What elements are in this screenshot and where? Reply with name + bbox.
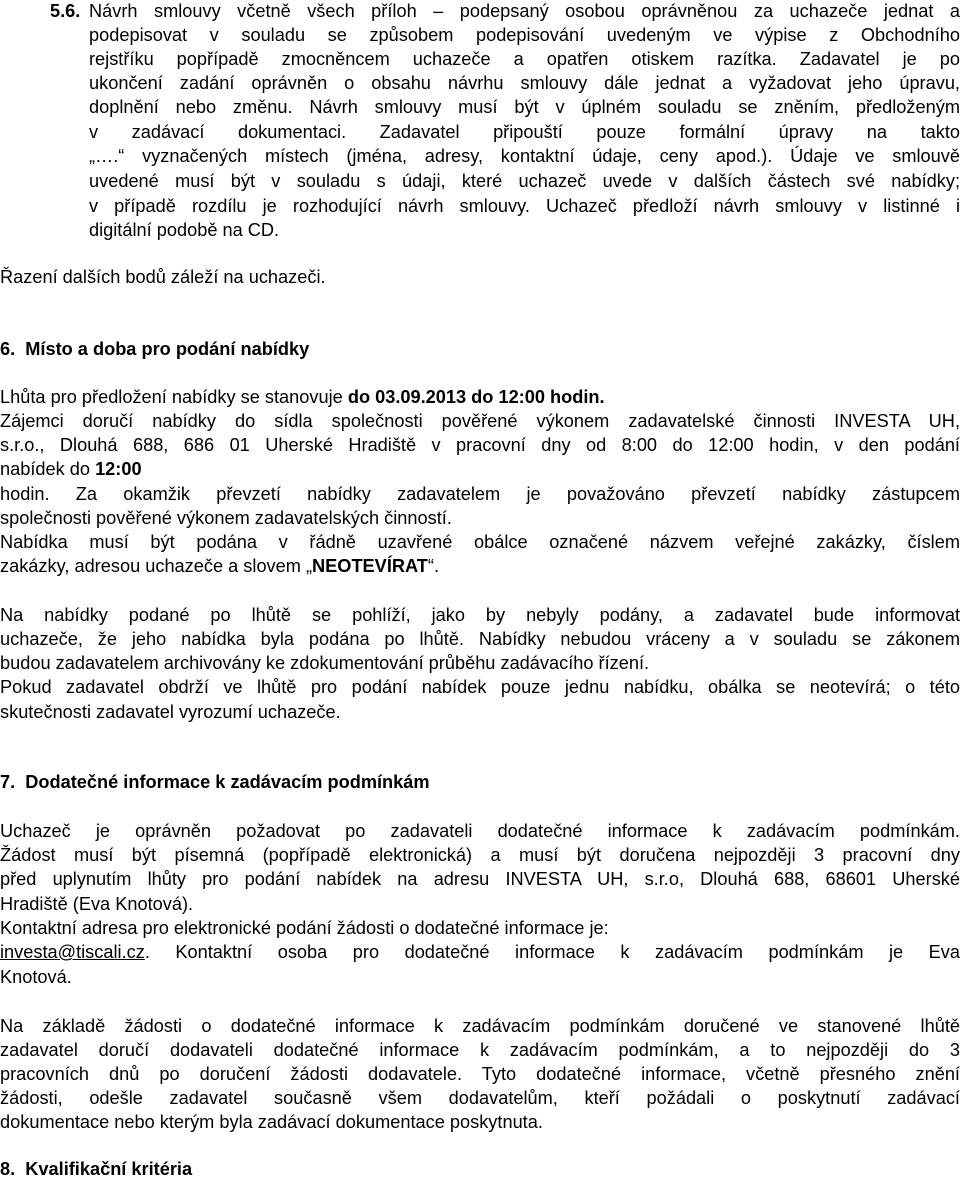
submit-line <box>0 458 960 480</box>
paragraph-line: zadavatel doručí dodavateli dodatečné informace k zadávacím podmínkám, a to nejpozději do 3 <box>0 1040 960 1060</box>
envelope-line <box>0 555 960 577</box>
submit-prefix: nabídek do <box>0 459 96 479</box>
paragraph-line: Zájemci doručí nabídky do sídla společnosti pověřené výkonem zadavatelské činnosti INVESTA UH, <box>0 411 960 431</box>
section-7-heading: 7. Dodatečné informace k zadávacím podmínkám <box>0 772 430 792</box>
paragraph-line: budou zadavatelem archivovány ke zdokumentování průběhu zadávacího řízení. <box>0 653 650 673</box>
paragraph-line: Knotová. <box>0 967 72 987</box>
paragraph-line: Uchazeč je oprávněn požadovat po zadavateli dodatečné informace k zadávacím podmínkám. <box>0 821 960 841</box>
email-link[interactable]: investa@tiscali.cz <box>0 942 145 962</box>
paragraph-line: před uplynutím lhůty pro podání nabídek na adresu INVESTA UH, s.r.o, Dlouhá 688, 68601 Uherské <box>0 869 960 889</box>
paragraph-line: ukončení zadání oprávněn o obsahu návrhu smlouvy dále jednat a vyžadovat jeho úpravu, <box>89 73 960 93</box>
paragraph-line: Hradiště (Eva Knotová). <box>0 894 194 914</box>
section-number-5-6: 5.6. <box>50 1 81 21</box>
paragraph-line: uvedené musí být v souladu s údaji, které uchazeč uvede v dalších částech své nabídky; <box>89 171 960 191</box>
paragraph-line: Pokud zadavatel obdrží ve lhůtě pro podání nabídek pouze jednu nabídku, obálka se neotevírá; o této <box>0 677 960 697</box>
paragraph-line: Nabídka musí být podána v řádně uzavřené obálce označené názvem veřejné zakázky, číslem <box>0 532 960 552</box>
submit-time: 12:00 <box>95 459 142 479</box>
deadline-value: do 03.09.2013 do 12:00 hodin. <box>347 387 605 407</box>
paragraph-line: žádosti, odešle zadavatel současně všem dodavatelům, kteří požádali o poskytnutí zadávací <box>0 1088 960 1108</box>
paragraph-line: Na nabídky podané po lhůtě se pohlíží, jako by nebyly podány, a zadavatel bude informovat <box>0 605 960 625</box>
paragraph-line: uchazeče, že jeho nabídka byla podána po lhůtě. Nabídky nebudou vráceny a v souladu se zákonem <box>0 629 960 649</box>
paragraph-line: doplnění nebo změnu. Návrh smlouvy musí být v úplném souladu se zněním, předloženým <box>89 97 960 117</box>
paragraph-line: digitální podobě na CD. <box>89 220 280 240</box>
paragraph-line: Na základě žádosti o dodatečné informace k zadávacím podmínkám doručené ve stanovené lhůtě <box>0 1016 960 1036</box>
paragraph-line: rejstříku popřípadě zmocněncem uchazeče a opatřen otiskem razítka. Zadavatel je po <box>89 49 960 69</box>
paragraph-line: v zadávací dokumentaci. Zadavatel připouští pouze formální úpravy na takto <box>89 122 960 142</box>
paragraph-line: „….“ vyznačených místech (jména, adresy, kontaktní údaje, ceny apod.). Údaje ve smlouvě <box>89 146 960 166</box>
envelope-suffix: “. <box>427 556 440 576</box>
paragraph-line: Návrh smlouvy včetně všech příloh – podepsaný osobou oprávněnou za uchazeče jednat a <box>89 1 960 21</box>
paragraph-line: podepisovat v souladu se způsobem podepisování uvedeným ve výpise z Obchodního <box>89 25 960 45</box>
paragraph-line: v případě rozdílu je rozhodující návrh smlouvy. Uchazeč předloží návrh smlouvy v listinné i <box>89 196 960 216</box>
envelope-prefix: zakázky, adresou uchazeče a slovem „ <box>0 556 313 576</box>
paragraph-line: hodin. Za okamžik převzetí nabídky zadavatelem je považováno převzetí nabídky zástupcem <box>0 484 960 504</box>
paragraph-line: Kontaktní adresa pro elektronické podání žádosti o dodatečné informace je: <box>0 918 609 938</box>
deadline-prefix: Lhůta pro předložení nabídky se stanovuje <box>0 387 348 407</box>
contact-text: . Kontaktní osoba pro dodatečné informace k zadávacím podmínkám je Eva <box>144 942 960 962</box>
deadline-line <box>0 386 960 408</box>
paragraph-line: Žádost musí být písemná (popřípadě elektronická) a musí být doručena nejpozději 3 pracovní dny <box>0 845 960 865</box>
order-note: Řazení dalších bodů záleží na uchazeči. <box>0 267 326 287</box>
paragraph-line: společnosti pověřené výkonem zadavatelských činností. <box>0 508 452 528</box>
section-6-heading: 6. Místo a doba pro podání nabídky <box>0 339 310 359</box>
paragraph-line: pracovních dnů po doručení žádosti dodavatele. Tyto dodatečné informace, včetně přesného znění <box>0 1064 960 1084</box>
paragraph-line: dokumentace nebo kterým byla zadávací dokumentace poskytnuta. <box>0 1112 543 1132</box>
envelope-keyword: NEOTEVÍRAT <box>312 556 428 576</box>
contact-line <box>0 941 960 963</box>
paragraph-line: s.r.o., Dlouhá 688, 686 01 Uherské Hradiště v pracovní dny od 8:00 do 12:00 hodin, v den podání <box>0 435 960 455</box>
paragraph-line: skutečnosti zadavatel vyrozumí uchazeče. <box>0 702 341 722</box>
section-8-heading: 8. Kvalifikační kritéria <box>0 1159 193 1179</box>
